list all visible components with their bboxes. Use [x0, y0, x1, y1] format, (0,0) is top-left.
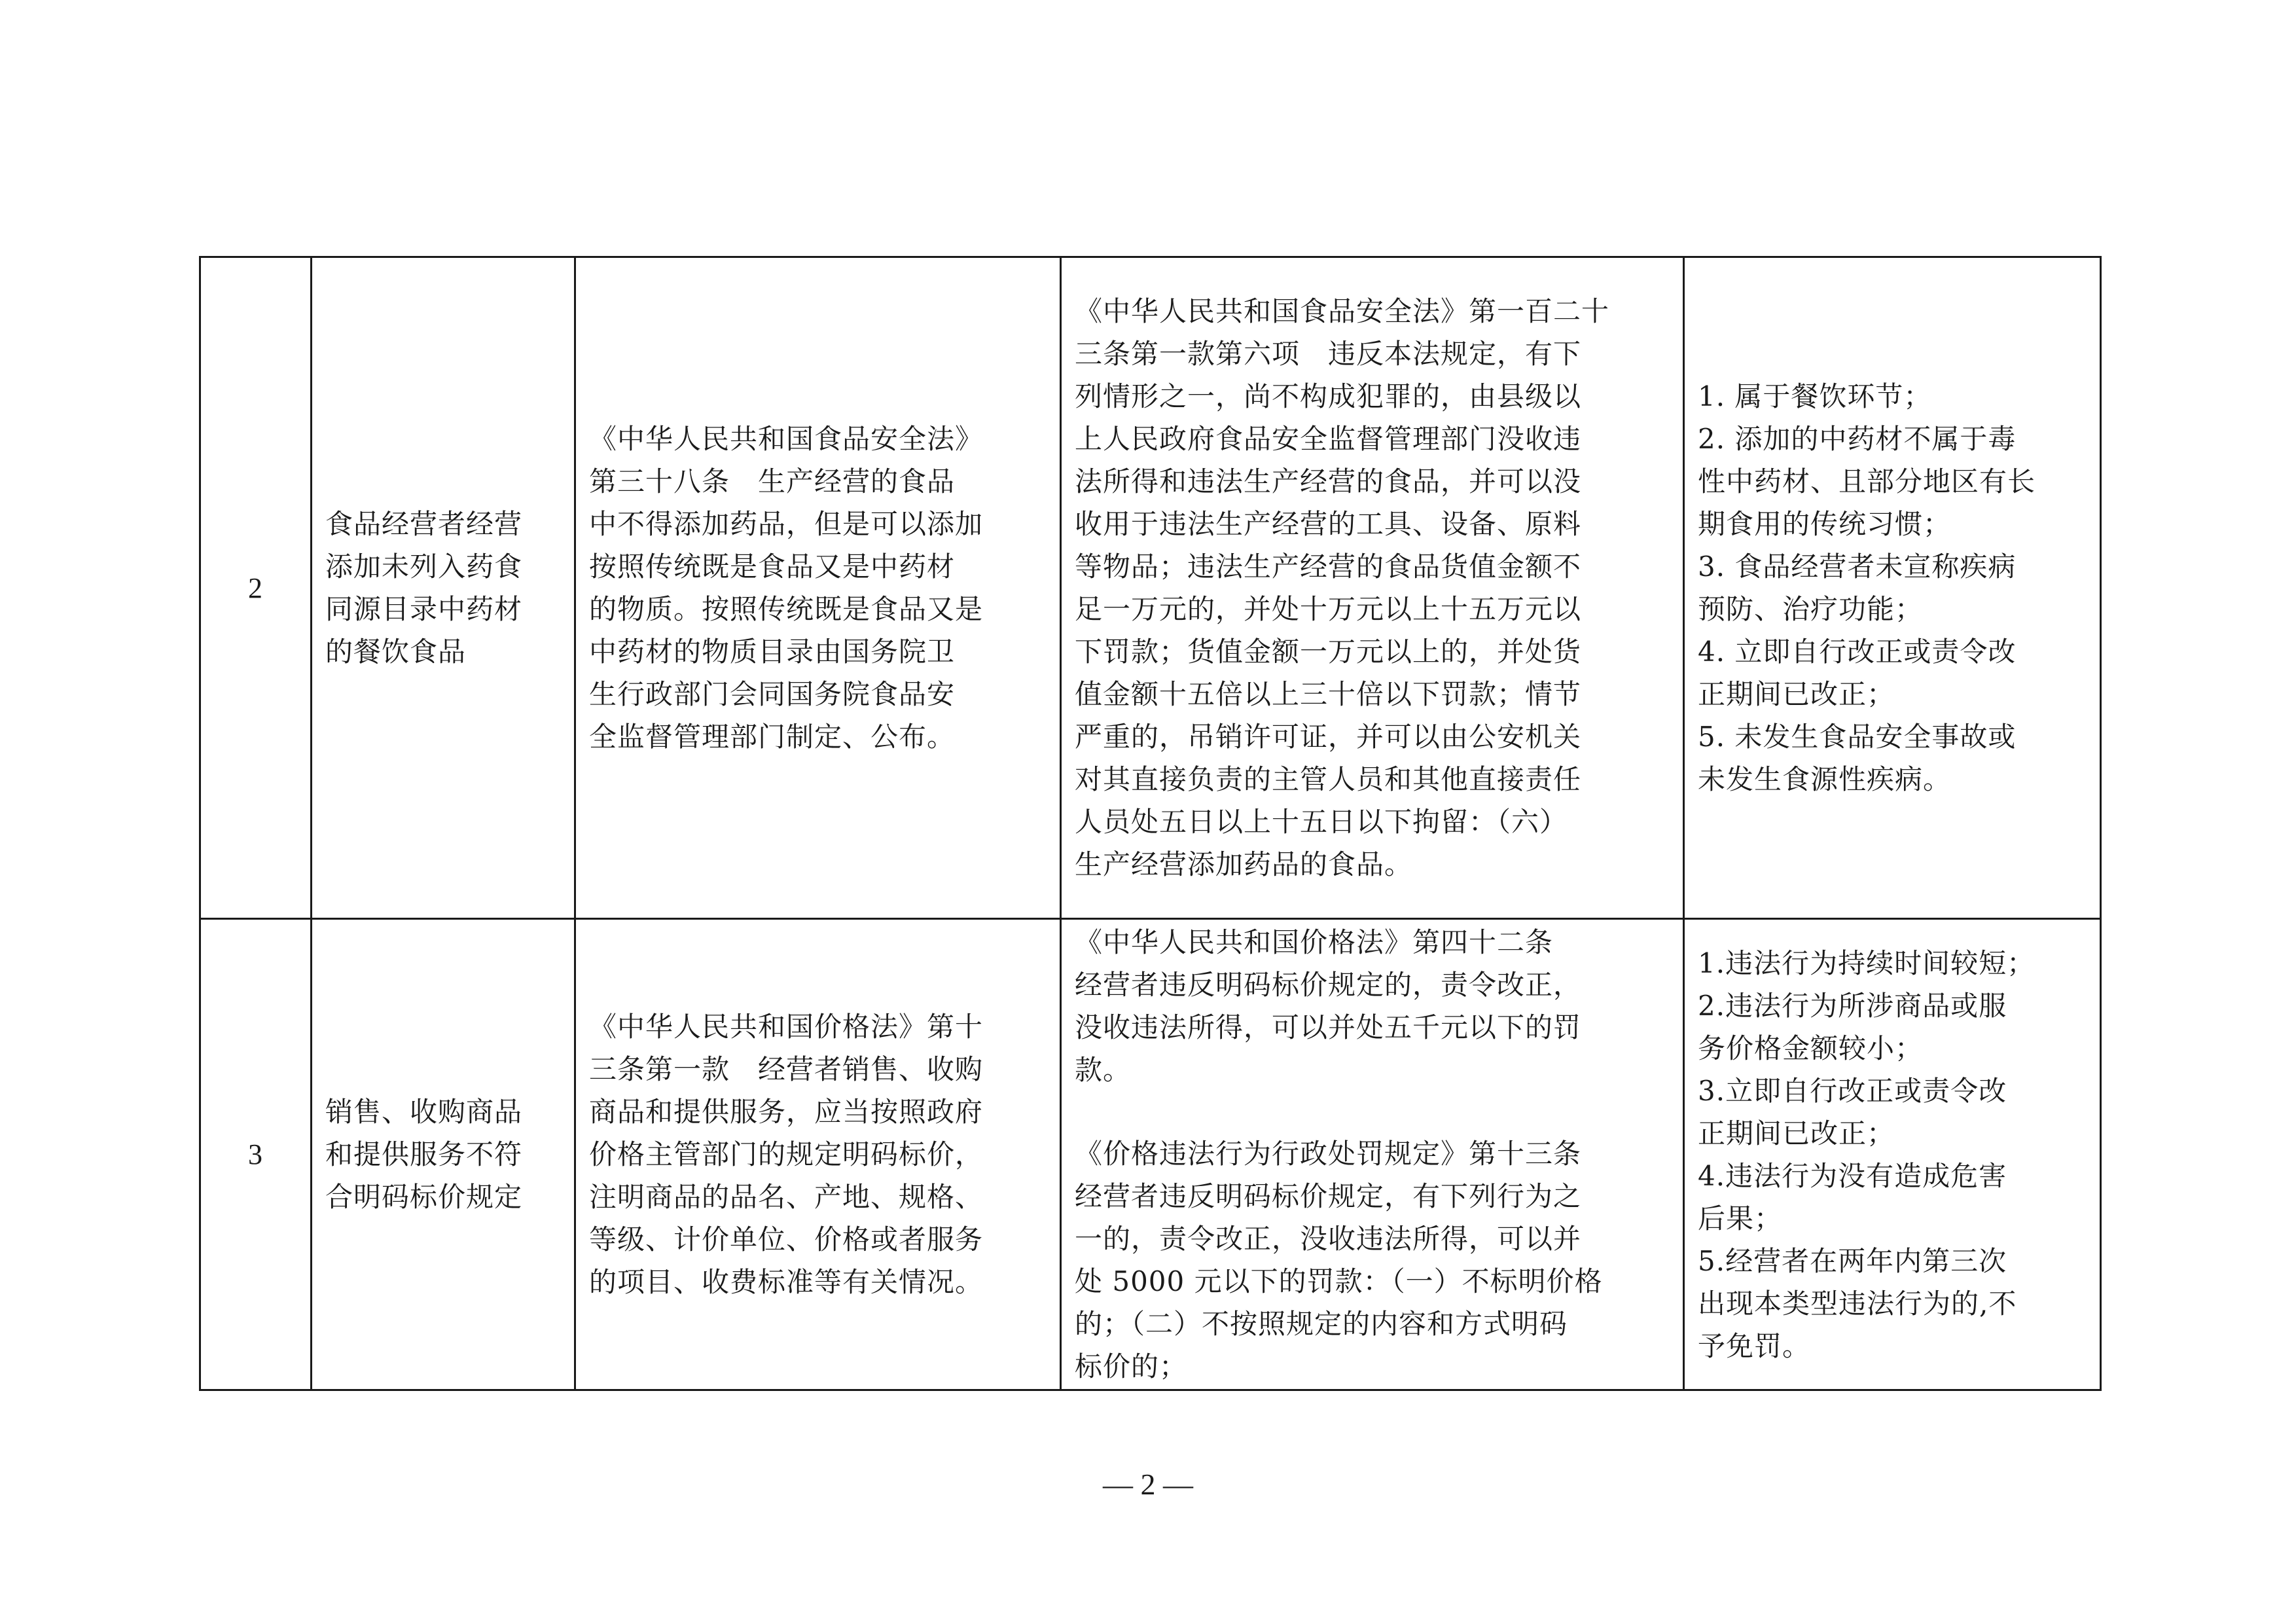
behavior-text: 食品经营者经营 添加未列入药食 同源目录中药材 的餐饮食品 — [325, 508, 523, 668]
law-table — [199, 256, 2102, 1391]
behavior-cell — [312, 919, 575, 1390]
penalty-text: 《中华人民共和国食品安全法》第一百二十 三条第一款第六项 违反本法规定，有下 列情形之一，尚不构成犯罪的，由县级以 上人民政府食品安全监督管理部门没收违 法所得和违法生产经营的食品，并可以没 收用于违法生产经营的工具、设备、原料 等物品；违法生产经营的食品货值金额不 足一万元的，并处十万元以上十五万元以 下罚款；货值金额一万元以上的，并处货 值金额十五倍以上三十倍以下罚款；情节 严重的，吊销许可证，并可以由公安机关 对其直接负责的主管人员和其他直接责任 人员处五日以上十五日以下拘留：（六） 生产经营添加药品的食品。 — [1075, 295, 1610, 880]
table-row — [200, 257, 2101, 919]
behavior-text: 销售、收购商品 和提供服务不符 合明码标价规定 — [325, 1096, 523, 1213]
paragraph-gap — [1075, 1091, 1670, 1132]
provision-text: 《中华人民共和国价格法》第十 三条第一款 经营者销售、收购 商品和提供服务，应当按照政府 价格主管部门的规定明码标价， 注明商品的品名、产地、规格、 等级、计价单位、价格或者服务 的项目、收费标准等有关情况。 — [589, 1011, 984, 1298]
penalty-text: 《价格违法行为行政处罚规定》第十三条 经营者违反明码标价规定，有下列行为之 一的，责令改正，没收违法所得，可以并 处 5000 元以下的罚款：（一）不标明价格 的；（二）不按照规定的内容和方式明码 标价的； — [1075, 1138, 1603, 1382]
row-number: 2 — [200, 257, 312, 919]
behavior-cell — [312, 257, 575, 919]
conditions-cell — [1684, 919, 2101, 1390]
penalty-text: 《中华人民共和国价格法》第四十二条 经营者违反明码标价规定的，责令改正， 没收违法所得，可以并处五千元以下的罚 款。 — [1075, 926, 1582, 1086]
conditions-text: 1. 属于餐饮环节； 2. 添加的中药材不属于毒 性中药材、且部分地区有长 期食用的传统习惯； 3. 食品经营者未宣称疾病 预防、治疗功能； 4. 立即自行改正或责令改 正期间已改正； 5. 未发生食品安全事故或 未发生食源性疾病。 — [1698, 380, 2036, 795]
provision-text: 《中华人民共和国食品安全法》 第三十八条 生产经营的食品 中不得添加药品，但是可以添加 按照传统既是食品又是中药材 的物质。按照传统既是食品又是 中药材的物质目录由国务院卫 生行政部门会同国务院食品安 全监督管理部门制定、公布。 — [589, 423, 984, 753]
page-number: — 2 — — [1103, 1468, 1193, 1501]
provision-cell — [575, 919, 1061, 1390]
table-row — [200, 919, 2101, 1390]
penalty-cell — [1061, 919, 1684, 1390]
provision-cell — [575, 257, 1061, 919]
row-number: 3 — [200, 919, 312, 1390]
conditions-cell — [1684, 257, 2101, 919]
penalty-cell — [1061, 257, 1684, 919]
conditions-text: 1.违法行为持续时间较短； 2.违法行为所涉商品或服 务价格金额较小； 3.立即自行改正或责令改 正期间已改正； 4.违法行为没有造成危害 后果； 5.经营者在两年内第三次 出现本类型违法行为的,不 予免罚。 — [1698, 947, 2036, 1362]
